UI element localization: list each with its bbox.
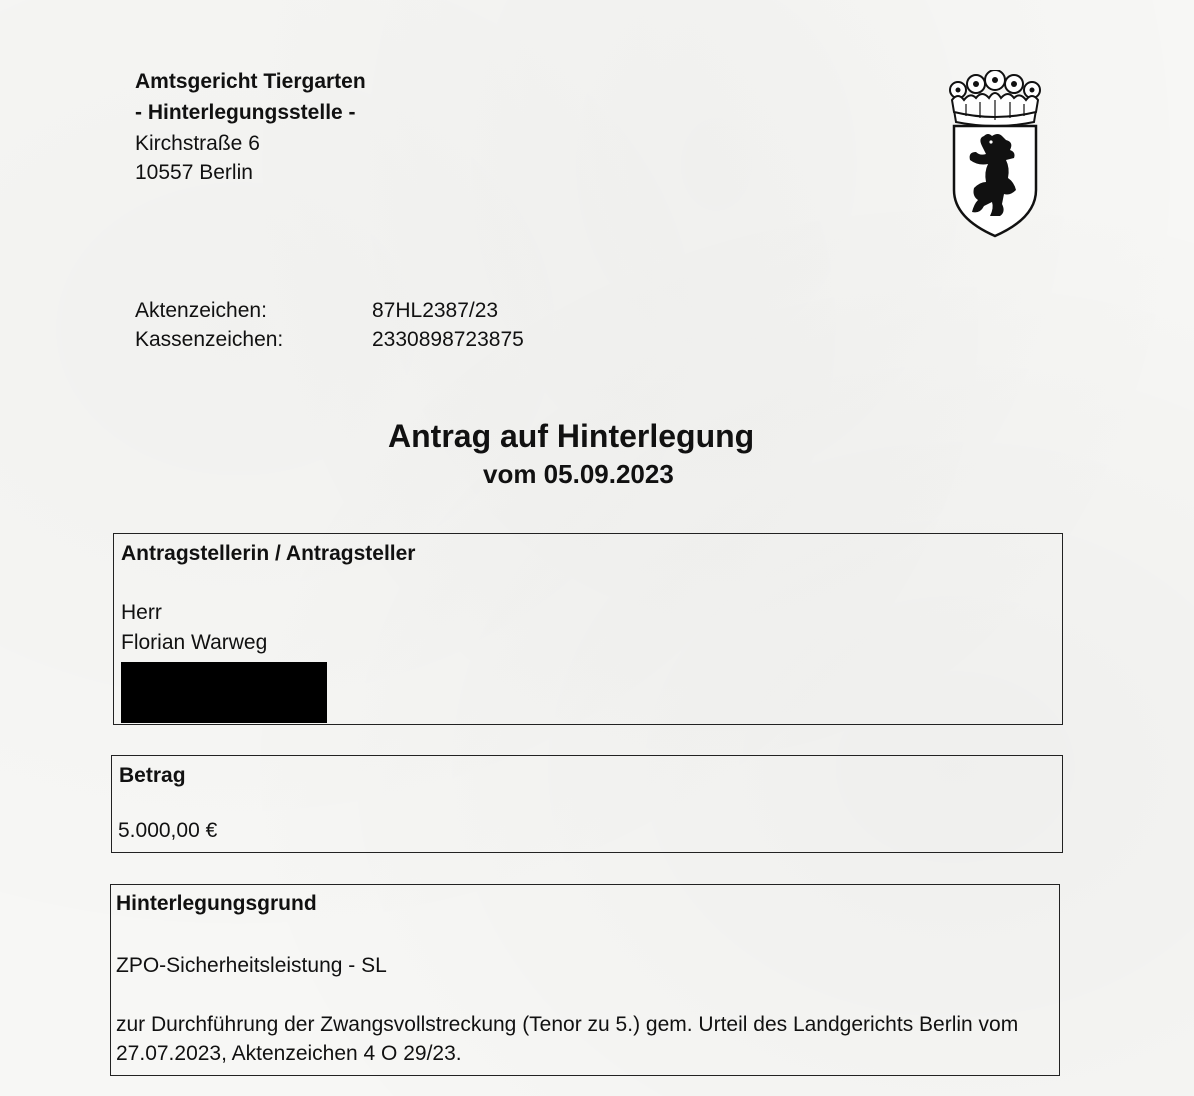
reason-detail-line1: zur Durchführung der Zwangsvollstreckung (Tenor zu 5.) gem. Urteil des Landgerichts Berlin vom xyxy=(116,1013,1019,1036)
aktenzeichen-value: 87HL2387/23 xyxy=(372,299,499,322)
reason-label: Hinterlegungsgrund xyxy=(116,892,317,915)
document-title: Antrag auf Hinterlegung xyxy=(388,418,755,454)
berlin-coat-of-arms-icon xyxy=(944,70,1046,240)
document-date: vom 05.09.2023 xyxy=(483,459,674,489)
court-street: Kirchstraße 6 xyxy=(135,132,260,155)
reason-detail-line2: 27.07.2023, Aktenzeichen 4 O 29/23. xyxy=(116,1042,462,1065)
kassenzeichen-value: 2330898723875 xyxy=(372,328,524,351)
applicant-name: Florian Warweg xyxy=(121,631,268,654)
aktenzeichen-label: Aktenzeichen: xyxy=(135,299,267,322)
amount-box xyxy=(111,755,1063,853)
applicant-salutation: Herr xyxy=(121,601,162,624)
amount-value: 5.000,00 € xyxy=(118,819,218,842)
court-name: Amtsgericht Tiergarten xyxy=(135,70,366,93)
redacted-address xyxy=(121,662,327,723)
amount-label: Betrag xyxy=(119,764,186,787)
reason-type: ZPO-Sicherheitsleistung - SL xyxy=(116,954,387,977)
kassenzeichen-label: Kassenzeichen: xyxy=(135,328,284,351)
court-city: 10557 Berlin xyxy=(135,161,253,184)
applicant-label: Antragstellerin / Antragsteller xyxy=(121,542,416,565)
court-department: - Hinterlegungsstelle - xyxy=(135,101,356,124)
